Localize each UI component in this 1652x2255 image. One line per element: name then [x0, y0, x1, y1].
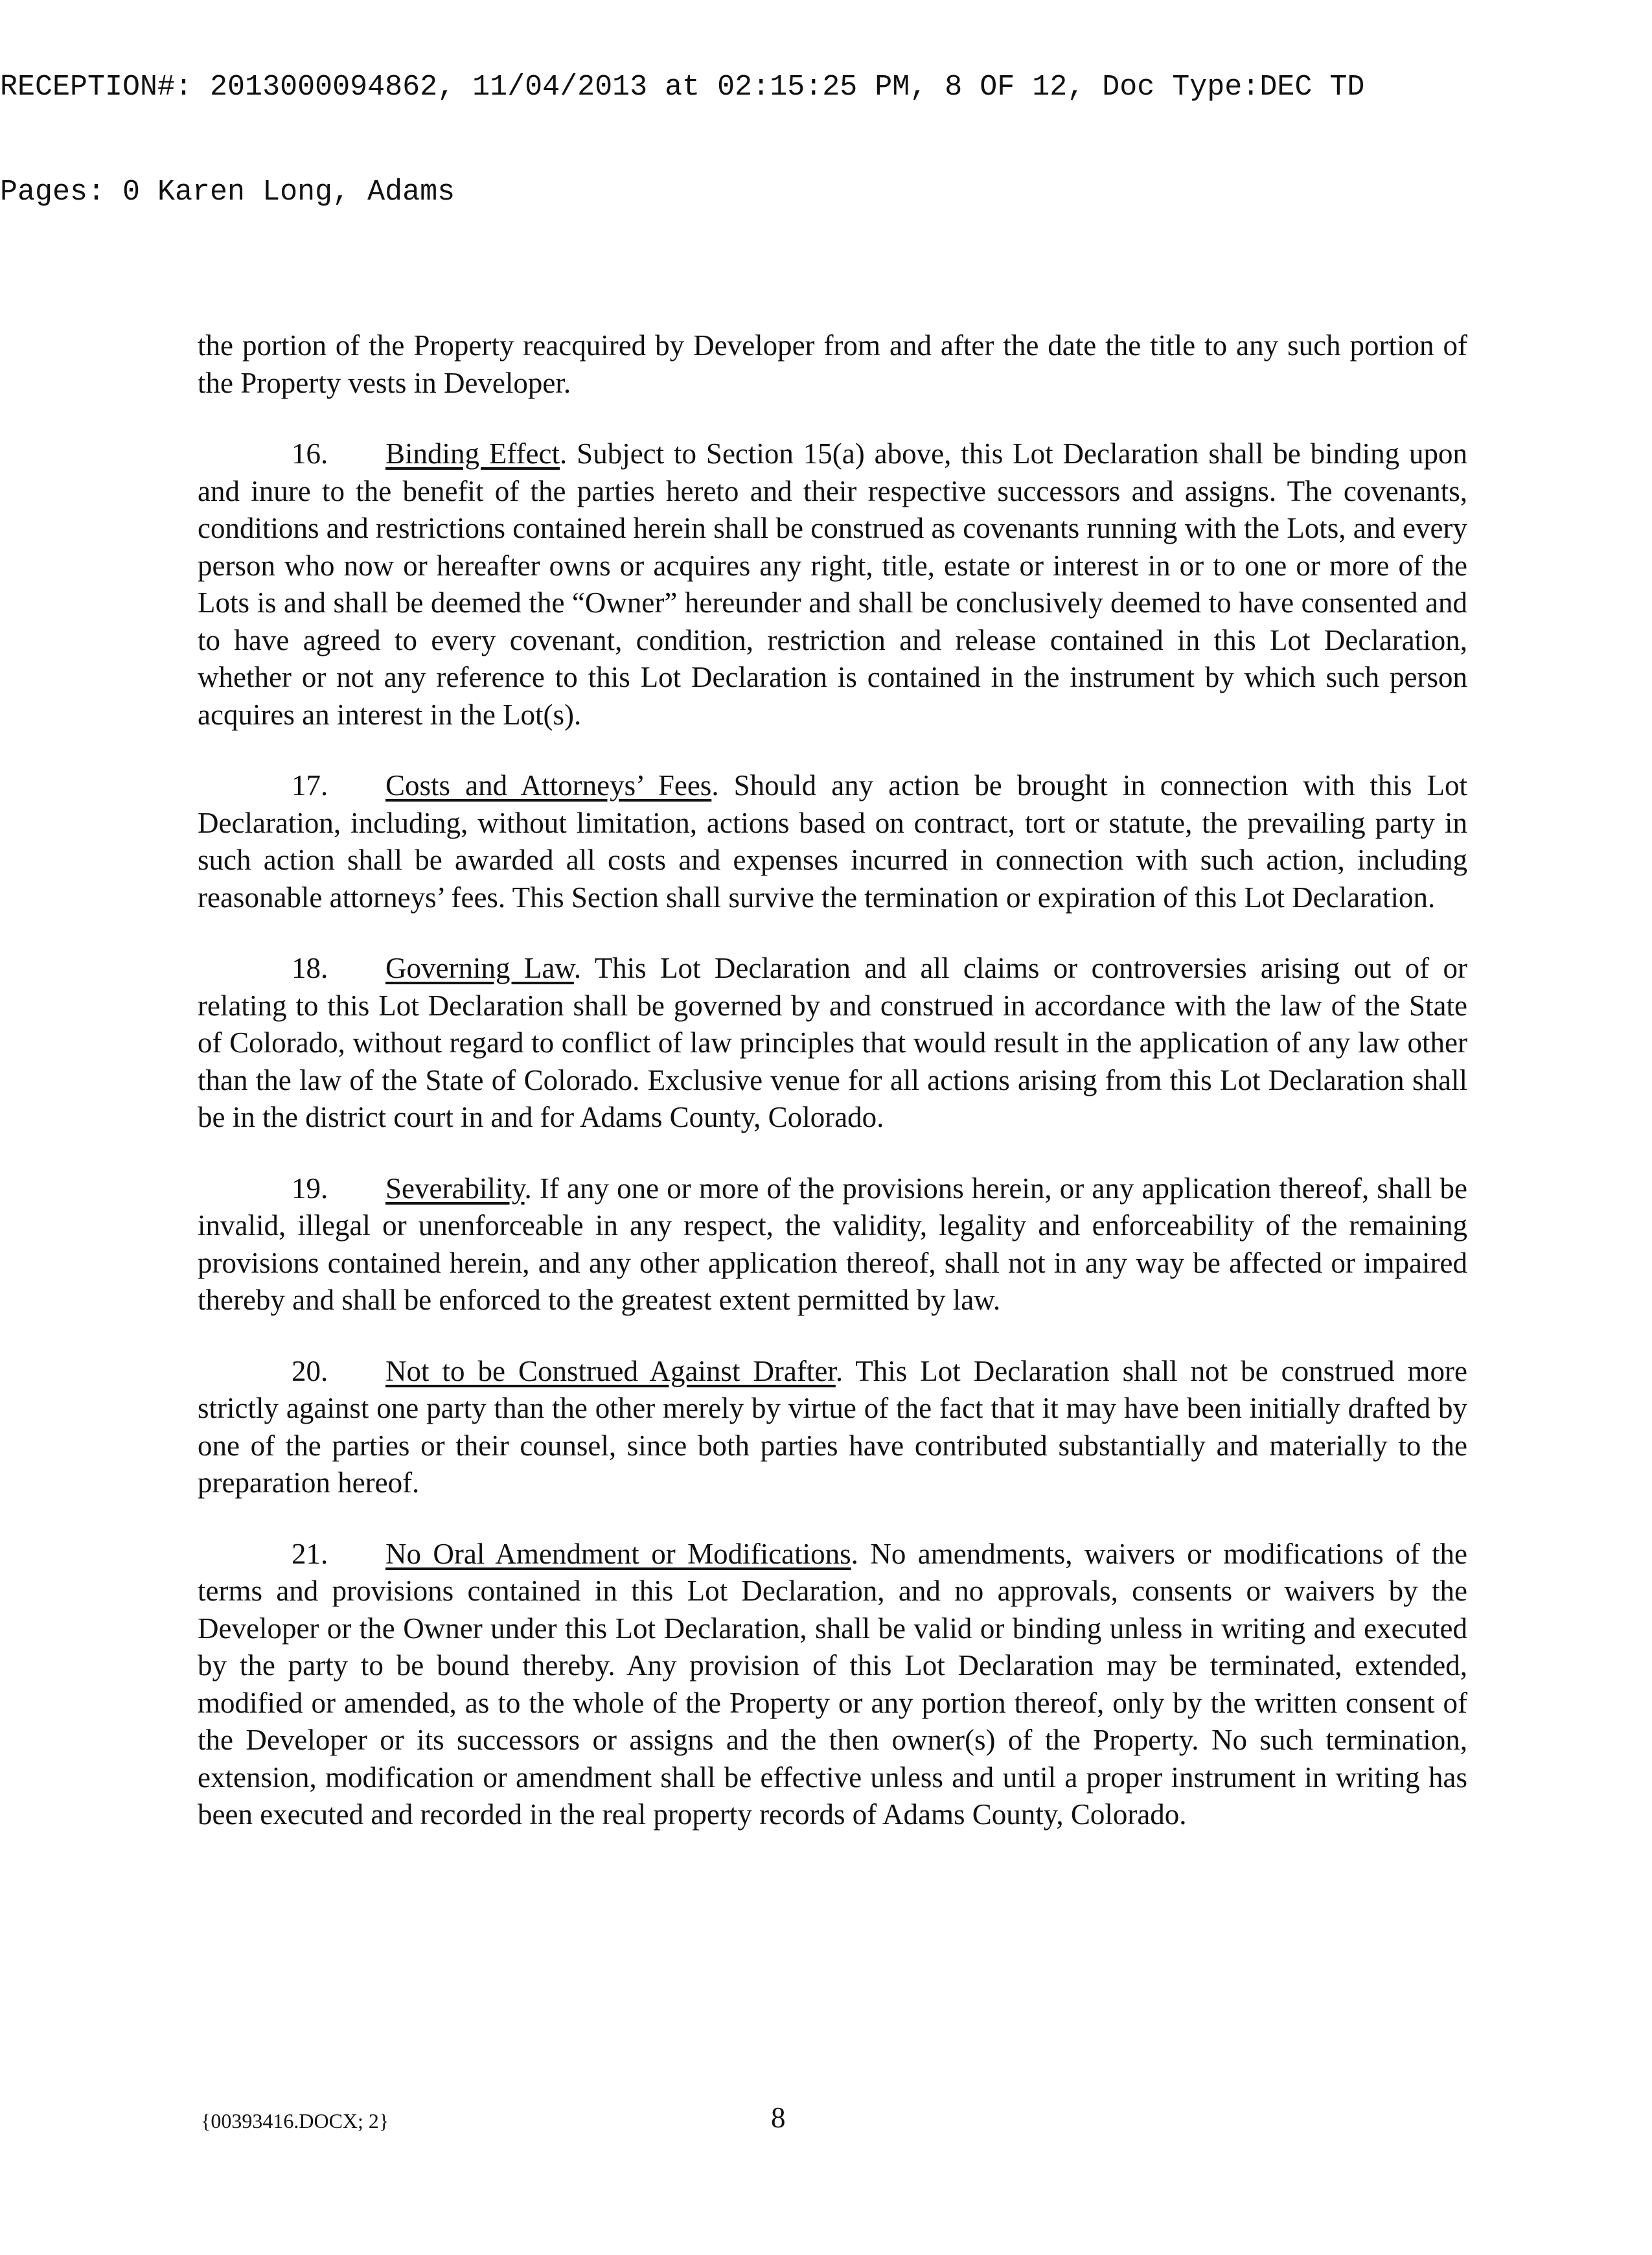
section-body: . Should any action be brought in connection with this Lot Declaration, including, without limitation, actions based on contract, tort or statute, the prevailing party in such action shall be awarded all costs and expenses incurred in connection with such action, including reasonable attorneys’ fees. This Section shall survive the termination or expiration of this Lot Declaration.	[198, 769, 1467, 914]
section-number: 17.	[292, 769, 328, 802]
recording-stamp-line-2: Pages: 0 Karen Long, Adams	[0, 176, 455, 209]
section-heading: No Oral Amendment or Modifications	[385, 1537, 851, 1570]
section-number: 20.	[292, 1354, 328, 1387]
section-16	[198, 435, 1467, 734]
recording-stamp-line-1: RECEPTION#: 2013000094862, 11/04/2013 at 02:15:25 PM, 8 OF 12, Doc Type:DEC TD	[0, 71, 1365, 104]
recording-stamp	[0, 0, 1364, 245]
section-21	[198, 1536, 1467, 1834]
section-heading: Governing Law	[385, 952, 574, 984]
intro-paragraph: the portion of the Property reacquired by Developer from and after the date the title to any such portion of the Property vests in Developer.	[198, 329, 1467, 399]
document-body	[198, 327, 1467, 1868]
section-body: . This Lot Declaration and all claims or controversies arising out of or relating to this Lot Declaration shall be governed by and construed in accordance with the law of the State of Colorado, without regard to conflict of law principles that would result in the application of any law other than the law of the State of Colorado. Exclusive venue for all actions arising from this Lot Declaration shall be in the district court in and for Adams County, Colorado.	[198, 952, 1467, 1133]
section-19	[198, 1170, 1467, 1319]
section-heading: Severability	[385, 1172, 525, 1205]
footer-document-code: {00393416.DOCX; 2}	[201, 2109, 389, 2133]
section-heading: Costs and Attorneys’ Fees	[385, 769, 712, 802]
section-heading: Binding Effect	[385, 437, 560, 470]
section-number: 18.	[292, 952, 328, 984]
section-number: 16.	[292, 437, 328, 470]
section-number: 19.	[292, 1172, 328, 1205]
section-17	[198, 767, 1467, 916]
page-number: 8	[771, 2101, 786, 2134]
section-body: . This Lot Declaration shall not be construed more strictly against one party than the other merely by virtue of the fact that it may have been initially drafted by one of the parties or their counsel, since both parties have contributed substantially and materially to the preparation hereof.	[198, 1354, 1467, 1499]
section-body: . If any one or more of the provisions herein, or any application thereof, shall be invalid, illegal or unenforceable in any respect, the validity, legality and enforceability of the remaining provisions contained herein, and any other application thereof, shall not in any way be affected or impaired thereby and shall be enforced to the greatest extent permitted by law.	[198, 1172, 1467, 1316]
section-number: 21.	[292, 1537, 328, 1570]
section-20	[198, 1353, 1467, 1502]
section-heading: Not to be Construed Against Drafter	[385, 1354, 836, 1387]
section-body: . No amendments, waivers or modifications of the terms and provisions contained in this Lot Declaration, and no approvals, consents or waivers by the Developer or the Owner under this Lot Declaration, shall be valid or binding unless in writing and executed by the party to be bound thereby. Any provision of this Lot Declaration may be terminated, extended, modified or amended, as to the whole of the Property or any portion thereof, only by the written consent of the Developer or its successors or assigns and the then owner(s) of the Property. No such termination, extension, modification or amendment shall be effective unless and until a proper instrument in writing has been executed and recorded in the real property records of Adams County, Colorado.	[198, 1537, 1467, 1831]
section-18	[198, 950, 1467, 1137]
section-body: . Subject to Section 15(a) above, this Lot Declaration shall be binding upon and inure to the benefit of the parties hereto and their respective successors and assigns. The covenants, conditions and restrictions contained herein shall be construed as covenants running with the Lots, and every person who now or hereafter owns or acquires any right, title, estate or interest in or to one or more of the Lots is and shall be deemed the “Owner” hereunder and shall be conclusively deemed to have consented and to have agreed to every covenant, condition, restriction and release contained in this Lot Declaration, whether or not any reference to this Lot Declaration is contained in the instrument by which such person acquires an interest in the Lot(s).	[198, 437, 1467, 731]
